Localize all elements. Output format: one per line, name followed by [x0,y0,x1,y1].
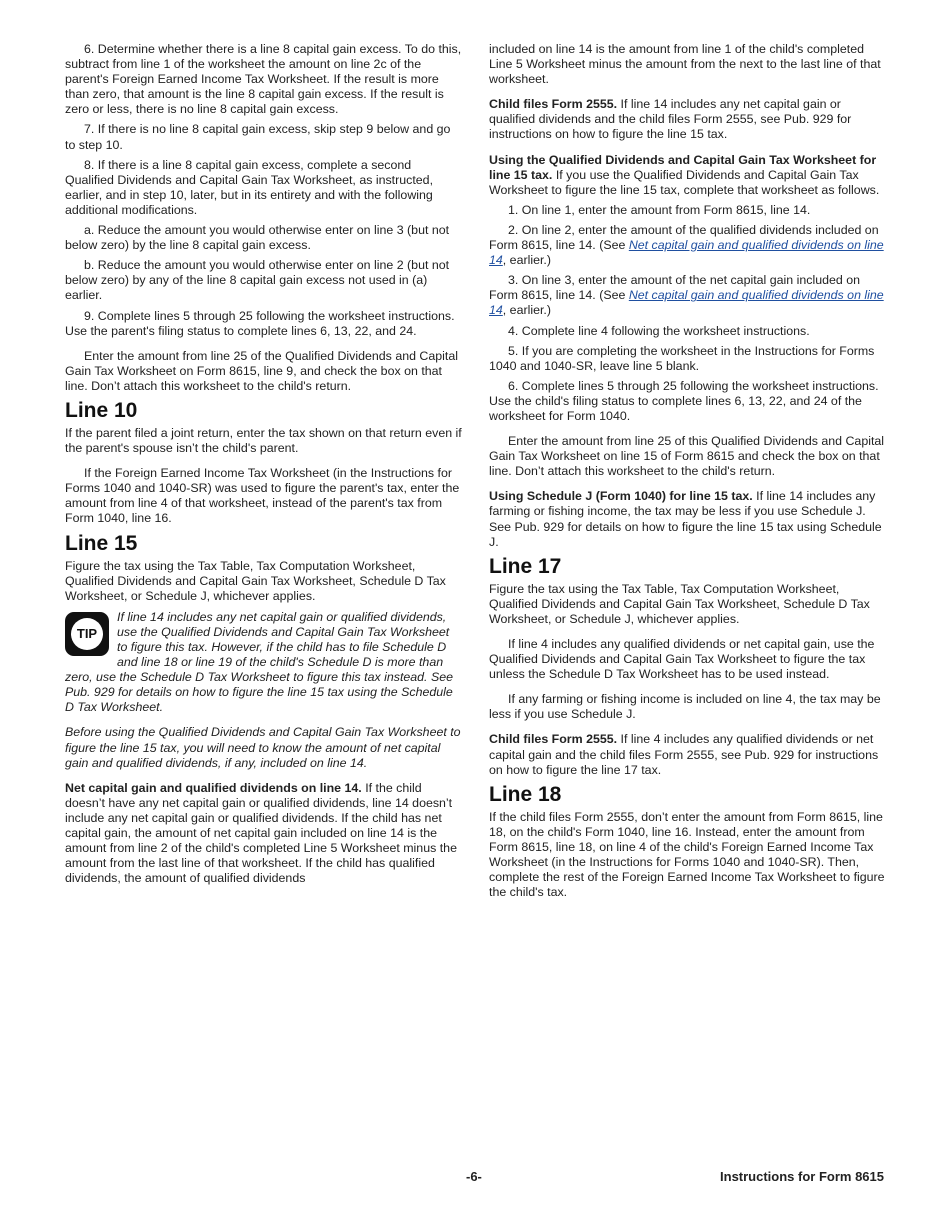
worksheet-step-2-text: 2. On line 2, enter the amount of the qualified dividends included on Form 8615, line 14. (See [489,222,879,253]
step-7: 7. If there is no line 8 capital gain excess, skip step 9 below and go to step 10. [65,122,451,152]
line-15-paragraph-1: Figure the tax using the Tax Table, Tax Computation Worksheet, Qualified Dividends and Capital Gain Tax Worksheet, Schedule D Tax Worksheet, or Schedule J, whichever applies. [65,558,446,603]
line-17-paragraph-1: Figure the tax using the Tax Table, Tax Computation Worksheet, Qualified Dividends and Capital Gain Tax Worksheet, Schedule D Tax Worksheet, or Schedule J, whichever applies. [489,581,870,626]
heading-line-15: Line 15 [65,531,138,555]
net-capital-gain-lead: Net capital gain and qualified dividends on line 14. [65,780,362,795]
enter-amount-paragraph: Enter the amount from line 25 of the Qualified Dividends and Capital Gain Tax Worksheet on Form 8615, line 9, and check the box on that line. Don’t attach this worksheet to the child's return. [65,348,459,393]
worksheet-step-3 [489,273,886,318]
continued-paragraph: included on line 14 is the amount from line 1 of the child's completed Line 5 Worksheet minus the amount from the next to the last line of that worksheet. [489,42,881,87]
heading-line-10: Line 10 [65,398,138,422]
using-qd-worksheet-lead: Using the Qualified Dividends and Capital Gain Tax Worksheet for line 15 tax. [489,152,877,182]
child-files-2555-paragraph [489,97,886,142]
tip-text: If line 14 includes any net capital gain or qualified dividends, use the Qualified Dividends and Capital Gain Tax Worksheet to figure this tax. However, if the child has to file Schedule D and line 18 or line 19 of the child's Schedule D is more than zero, use the Schedule D Tax Worksheet to figure this tax instead. See Pub. 929 for details on how to figure the line 15 tax using the Schedule D Tax Worksheet. [65,609,453,715]
schedule-j-body: If line 14 includes any farming or fishing income, the tax may be less if you use Schedule J. See Pub. 929 for details on how to figure the line 15 tax using Schedule J. [489,489,882,549]
step-6: 6. Determine whether there is a line 8 capital gain excess. To do this, subtract from line 1 of the worksheet the amount on line 2c of the parent's Foreign Earned Income Tax Worksheet. If the result is more than zero, that amount is the line 8 capital gain excess. If the result is zero or less, there is no line 8 capital gain excess. [65,42,462,117]
line-17-paragraph-3: If any farming or fishing income is included on line 4, the tax may be less if you use Schedule J. [489,692,881,722]
worksheet-step-4: 4. Complete line 4 following the worksheet instructions. [508,323,810,338]
net-capital-gain-body: If the child doesn’t have any net capital gain or qualified dividends, line 14 doesn’t include any net capital gain or qualified dividends. If the child has net capital gain, the amount of net capital gain included on line 14 is the amount from line 2 of the child's completed Line 5 Worksheet minus the amount from the last line of that worksheet. If the child has qualified dividends, the amount of qualified dividends [65,780,457,886]
footer-title: Instructions for Form 8615 [720,1169,884,1184]
step-9: 9. Complete lines 5 through 25 following the worksheet instructions. Use the parent's filing status to complete lines 6, 13, 22, and 24. [65,308,455,338]
tip-label: TIP [71,618,103,650]
tip-box [65,610,462,716]
net-capital-gain-link-2[interactable]: Net capital gain and qualified dividends on line 14 [489,288,884,318]
step-8b: b. Reduce the amount you would otherwise enter on line 2 (but not below zero) by any of the line 8 capital gain excess not used in (a) earlier. [65,258,450,303]
worksheet-step-6: 6. Complete lines 5 through 25 following the worksheet instructions. Use the child's filing status to complete lines 6, 13, 22, and 24 of the worksheet for Form 1040. [489,378,879,423]
tip-icon [65,612,109,656]
line-17-paragraph-2: If line 4 includes any qualified dividends or net capital gain, use the Qualified Dividends and Capital Gain Tax Worksheet to figure the tax unless the Schedule D Tax Worksheet has to be used instead. [489,637,875,682]
line-17-child-files-2555-lead: Child files Form 2555. [489,732,618,747]
line-17-child-files-2555-body: If line 4 includes any qualified dividends or net capital gain and the child files Form 2555, see Pub. 929 for instructions on how to figure the line 17 tax. [489,732,879,777]
child-files-2555-body: If line 14 includes any net capital gain or qualified dividends and the child files Form 2555, see Pub. 929 for instructions on how to figure the line 15 tax. [489,97,852,142]
heading-line-18: Line 18 [489,782,562,806]
enter-line-25-paragraph: Enter the amount from line 25 of this Qualified Dividends and Capital Gain Tax Worksheet on line 15 of Form 8615 and check the box on that line. Don’t attach this worksheet to the child's return. [489,434,885,479]
using-qd-worksheet-body: If you use the Qualified Dividends and Capital Gain Tax Worksheet to figure the line 15 tax, complete that worksheet as follows. [489,167,880,197]
using-qd-worksheet-paragraph [489,153,886,198]
line-17-child-files-2555 [489,732,886,777]
step-8: 8. If there is a line 8 capital gain excess, complete a second Qualified Dividends and Capital Gain Tax Worksheet, as instructed, earlier, and in step 10, later, but in its entirety and with the following additional modifications. [65,157,434,217]
line-10-paragraph-1: If the parent filed a joint return, enter the tax shown on that return even if the parent's spouse isn’t the child's parent. [65,425,462,456]
child-files-2555-lead: Child files Form 2555. [489,97,618,112]
worksheet-step-2-suffix: , earlier.) [502,253,551,268]
step-8a: a. Reduce the amount you would otherwise enter on line 3 (but not below zero) by the line 8 capital gain excess. [65,223,450,253]
right-column [489,42,886,905]
schedule-j-paragraph [489,489,886,549]
left-column [65,42,462,891]
line-18-paragraph: If the child files Form 2555, don’t enter the amount from Form 8615, line 18, on the child's Form 1040, line 16. Instead, enter the amount from Form 8615, line 18, on line 4 of the child's Foreign Earned Income Tax Worksheet (in the Instructions for Forms 1040 and 1040-SR). Then, complete the rest of the Foreign Earned Income Tax Worksheet to figure the child's tax. [489,809,885,900]
schedule-j-lead: Using Schedule J (Form 1040) for line 15 tax. [489,489,753,504]
worksheet-step-3-text: 3. On line 3, enter the amount of the net capital gain included on Form 8615, line 14. (See [489,273,860,303]
worksheet-step-1: 1. On line 1, enter the amount from Form 8615, line 14. [508,202,811,217]
worksheet-step-2 [489,223,886,268]
page-number: -6- [466,1169,482,1184]
net-capital-gain-link-1[interactable]: Net capital gain and qualified dividends on line 14 [489,238,884,268]
before-using-paragraph: Before using the Qualified Dividends and Capital Gain Tax Worksheet to figure the line 15 tax, you will need to know the amount of net capital gain and qualified dividends, if any, included on line 14. [65,725,461,770]
worksheet-step-5: 5. If you are completing the worksheet in the Instructions for Forms 1040 and 1040-SR, leave line 5 blank. [489,343,875,373]
worksheet-step-3-suffix: , earlier.) [502,303,551,318]
heading-line-17: Line 17 [489,554,562,578]
line-10-paragraph-2: If the Foreign Earned Income Tax Worksheet (in the Instructions for Forms 1040 and 1040-SR) was used to figure the parent's tax, enter the amount from line 4 of that worksheet, instead of the parent's tax from Form 1040, line 16. [65,466,460,526]
net-capital-gain-paragraph [65,781,462,887]
